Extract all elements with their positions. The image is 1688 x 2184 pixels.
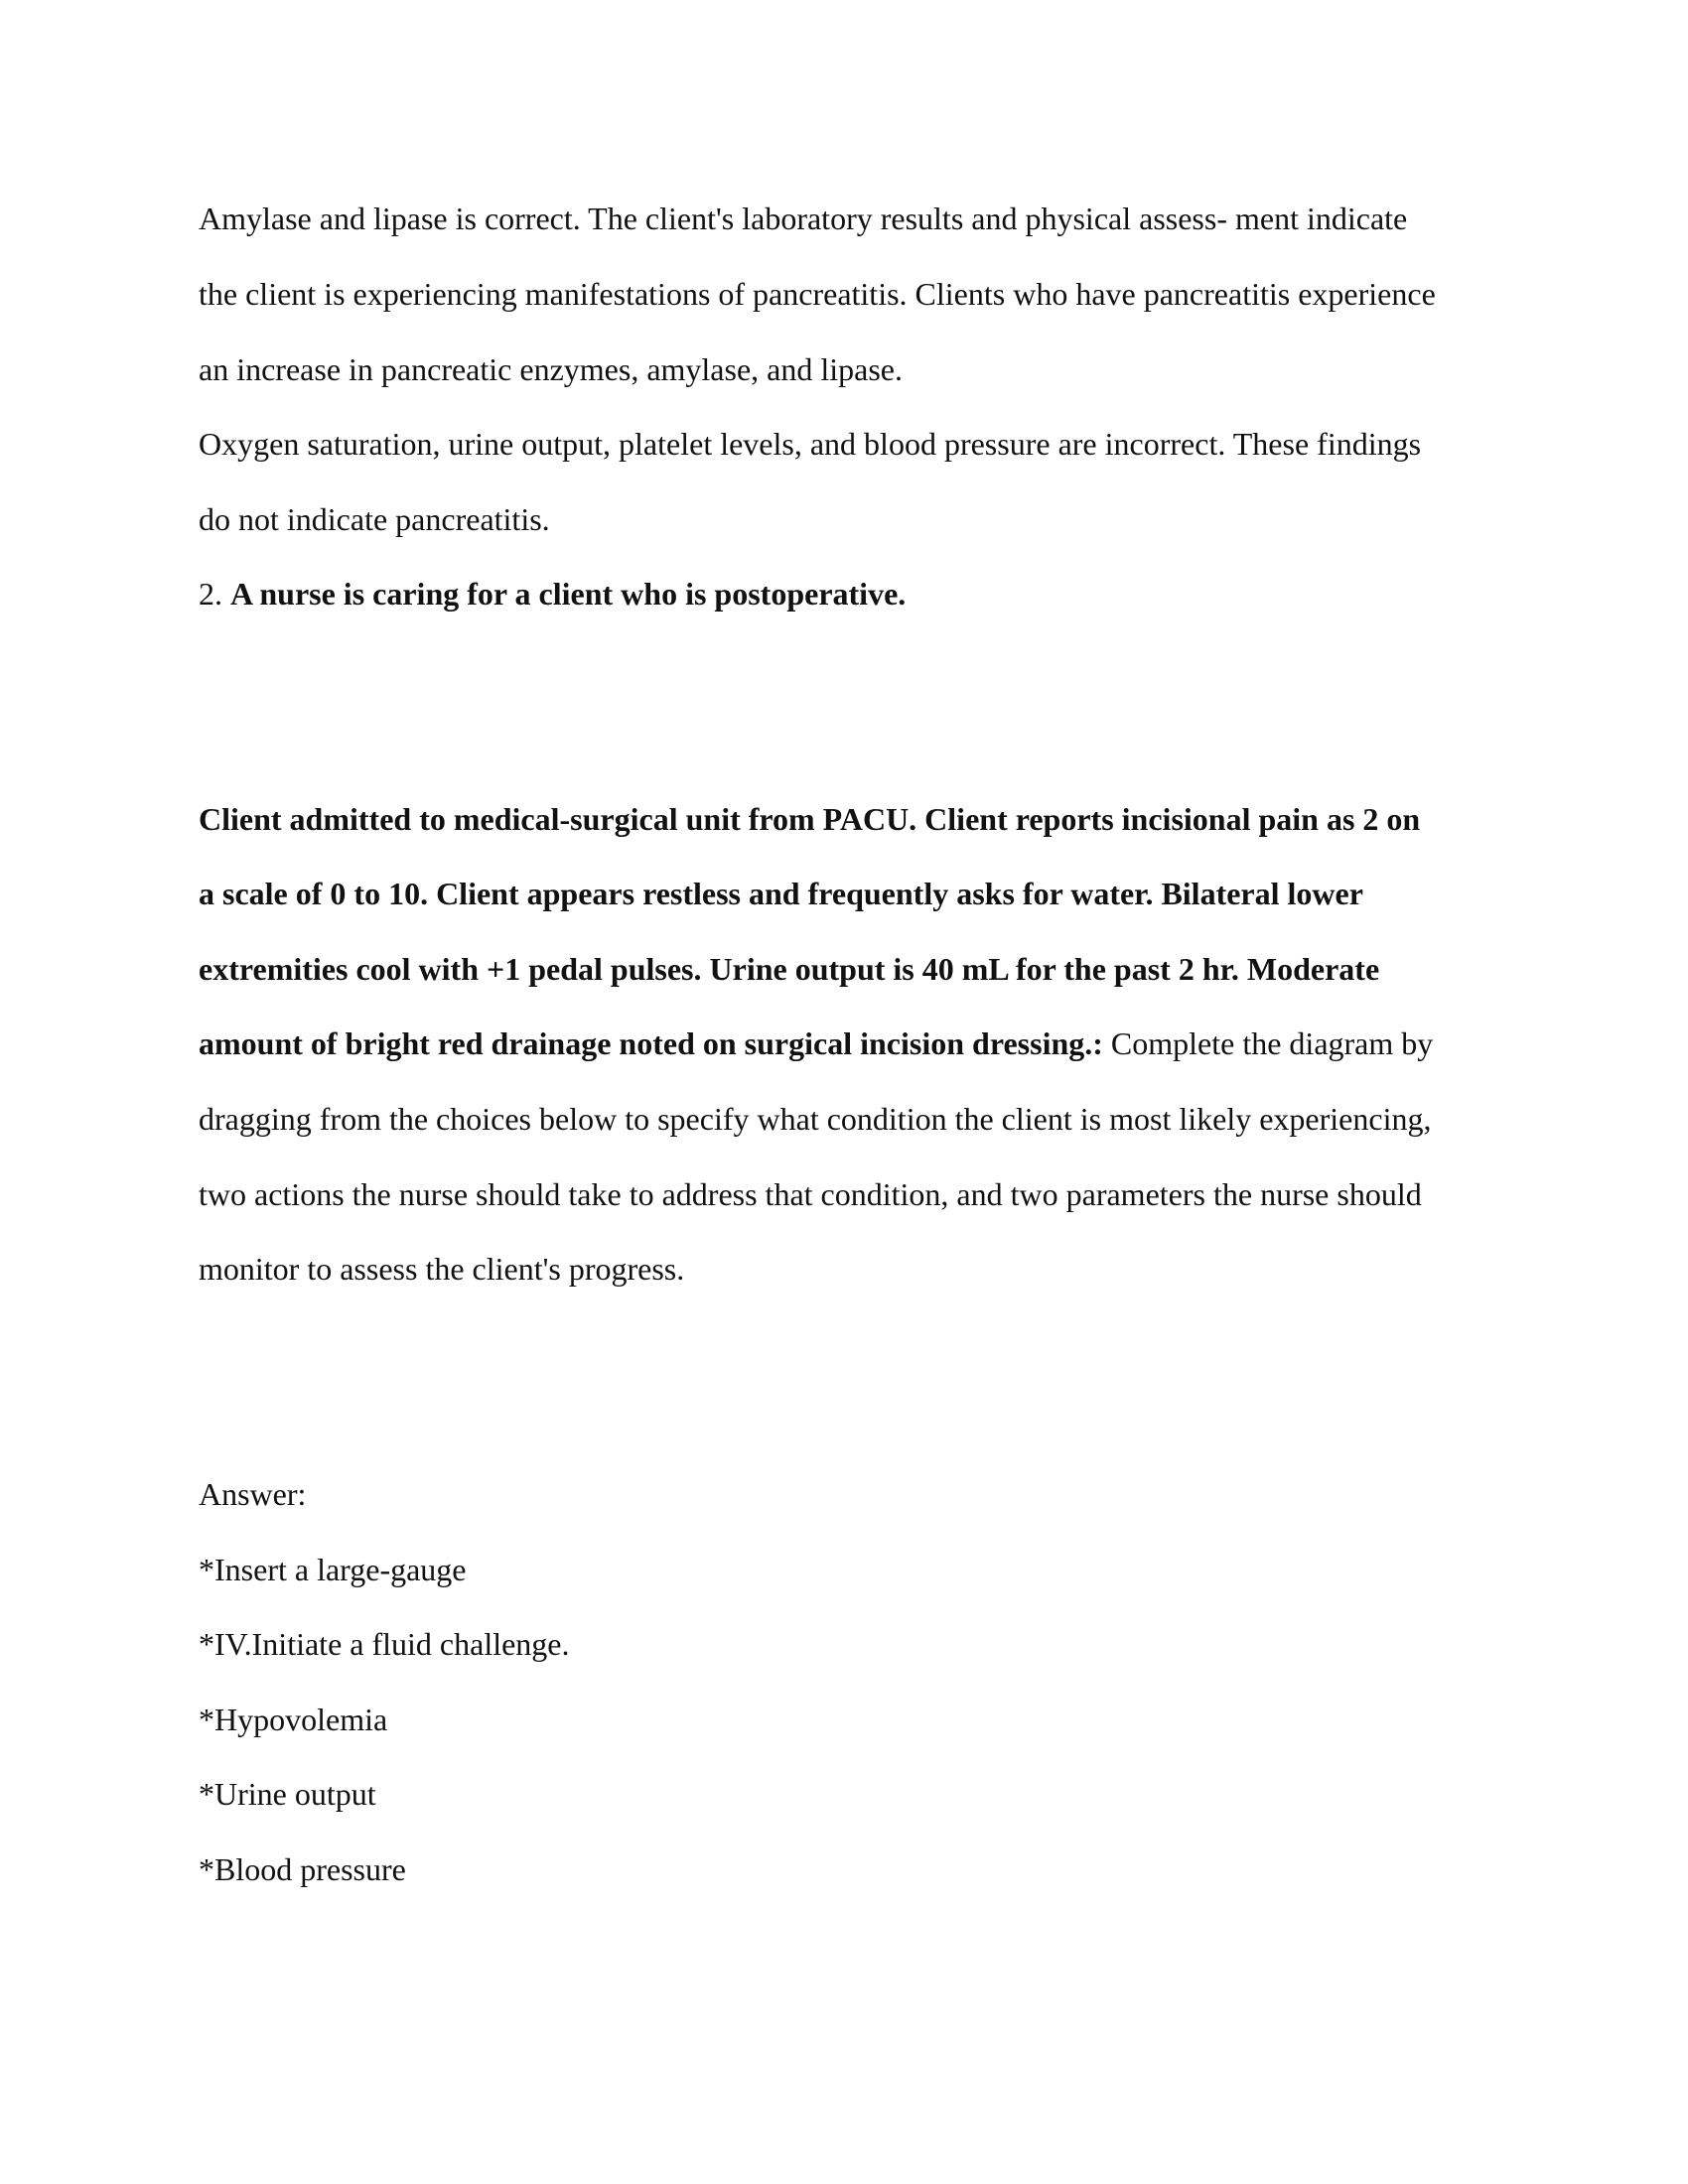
scenario-line-4-bold: amount of bright red drainage noted on surgical incision dressing.: bbox=[199, 1025, 1103, 1061]
explanation-line-4: Oxygen saturation, urine output, platelet levels, and blood pressure are incorrect. These findings bbox=[199, 426, 1422, 462]
scenario-line-3: extremities cool with +1 pedal pulses. Urine output is 40 mL for the past 2 hr. Moderate bbox=[199, 951, 1380, 987]
scenario-line-4 bbox=[199, 1024, 1433, 1063]
answer-item: *IV.Initiate a fluid challenge. bbox=[199, 1626, 570, 1662]
prompt-line-3: monitor to assess the client's progress. bbox=[199, 1251, 685, 1287]
explanation-line-2: the client is experiencing manifestations of pancreatitis. Clients who have pancreatitis experience bbox=[199, 276, 1436, 312]
answer-item: *Urine output bbox=[199, 1776, 376, 1812]
scenario-line-1: Client admitted to medical-surgical unit from PACU. Client reports incisional pain as 2 on bbox=[199, 801, 1421, 837]
explanation-line-5: do not indicate pancreatitis. bbox=[199, 501, 550, 537]
answer-label: Answer: bbox=[199, 1476, 307, 1512]
scenario-line-4-rest: Complete the diagram by bbox=[1102, 1025, 1434, 1061]
answer-item: *Hypovolemia bbox=[199, 1702, 388, 1737]
explanation-line-1: Amylase and lipase is correct. The client's laboratory results and physical assess- ment indicate bbox=[199, 201, 1408, 236]
scenario-line-2: a scale of 0 to 10. Client appears restless and frequently asks for water. Bilateral lower bbox=[199, 876, 1363, 911]
question-heading bbox=[199, 574, 906, 614]
prompt-line-2: two actions the nurse should take to address that condition, and two parameters the nurse should bbox=[199, 1176, 1422, 1212]
answer-item: *Insert a large-gauge bbox=[199, 1552, 467, 1587]
answer-item: *Blood pressure bbox=[199, 1851, 406, 1887]
prompt-line-1: dragging from the choices below to specify what condition the client is most likely experiencing, bbox=[199, 1101, 1432, 1137]
question-title: A nurse is caring for a client who is postoperative. bbox=[230, 576, 907, 612]
question-number: 2. bbox=[199, 576, 230, 612]
explanation-line-3: an increase in pancreatic enzymes, amylase, and lipase. bbox=[199, 351, 903, 387]
